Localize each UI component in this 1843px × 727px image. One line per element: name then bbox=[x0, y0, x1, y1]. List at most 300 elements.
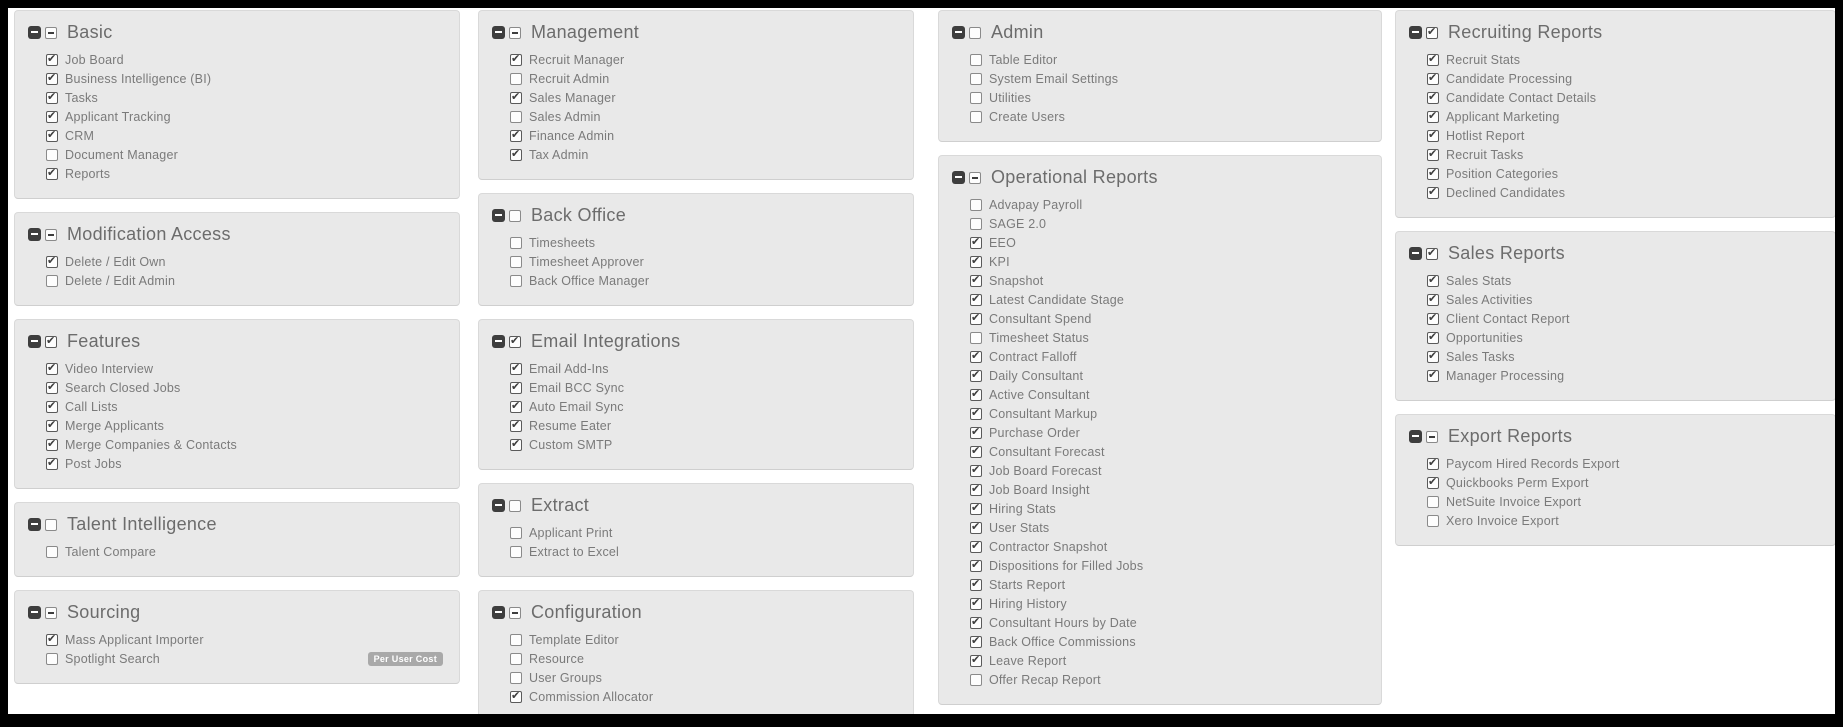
item-list bbox=[1409, 454, 1821, 530]
checkbox-row-tasks bbox=[46, 88, 445, 107]
checkbox-sales-admin[interactable] bbox=[510, 111, 522, 123]
item-list bbox=[28, 542, 445, 561]
panel-extract bbox=[478, 483, 914, 577]
checkbox-row-post-jobs bbox=[46, 454, 445, 473]
checkbox-recruit-manager[interactable] bbox=[510, 54, 522, 66]
checkbox-row-hotlist-report bbox=[1427, 126, 1821, 145]
item-list bbox=[28, 359, 445, 473]
checkbox-row-paycom-hired-records-export bbox=[1427, 454, 1821, 473]
checkbox-delete-edit-own[interactable] bbox=[46, 256, 58, 268]
checkbox-job-board[interactable] bbox=[46, 54, 58, 66]
panel-basic bbox=[14, 10, 460, 199]
checkbox-resource[interactable] bbox=[510, 653, 522, 665]
checkbox-job-board-insight[interactable] bbox=[970, 484, 982, 496]
item-label: Advapay Payroll bbox=[989, 197, 1083, 212]
item-label: Sales Stats bbox=[1446, 273, 1512, 288]
panel-header bbox=[492, 22, 899, 43]
checkbox-back-office-manager[interactable] bbox=[510, 275, 522, 287]
checkbox-row-utilities bbox=[970, 88, 1367, 107]
checkbox-back-office-commissions[interactable] bbox=[970, 636, 982, 648]
collapse-icon[interactable] bbox=[492, 26, 505, 39]
checkbox-row-hiring-stats bbox=[970, 499, 1367, 518]
checkbox-consultant-markup[interactable] bbox=[970, 408, 982, 420]
checkbox-row-sales-activities bbox=[1427, 290, 1821, 309]
panel-title: Basic bbox=[67, 22, 113, 42]
checkbox-consultant-spend[interactable] bbox=[970, 313, 982, 325]
item-label: Timesheet Approver bbox=[529, 254, 644, 269]
checkbox-job-board-forecast[interactable] bbox=[970, 465, 982, 477]
checkbox-spotlight-search[interactable] bbox=[46, 653, 58, 665]
panel-header bbox=[1409, 243, 1821, 264]
panel-header bbox=[492, 331, 899, 352]
panel-header bbox=[28, 331, 445, 352]
item-label: Manager Processing bbox=[1446, 368, 1565, 383]
item-label: Purchase Order bbox=[989, 425, 1081, 440]
checkbox-sales-stats[interactable] bbox=[1427, 275, 1439, 287]
panel-title: Recruiting Reports bbox=[1448, 22, 1603, 42]
checkbox-row-timesheets bbox=[510, 233, 899, 252]
panel-header bbox=[28, 602, 445, 623]
checkbox-table-editor[interactable] bbox=[970, 54, 982, 66]
checkbox-row-delete-edit-own bbox=[46, 252, 445, 271]
panel-header bbox=[492, 495, 899, 516]
panel-header bbox=[28, 22, 445, 43]
checkbox-contract-falloff[interactable] bbox=[970, 351, 982, 363]
panel-title: Configuration bbox=[531, 602, 642, 622]
item-label: Consultant Markup bbox=[989, 406, 1098, 421]
panel-configuration bbox=[478, 590, 914, 722]
collapse-icon[interactable] bbox=[492, 209, 505, 222]
item-label: Email BCC Sync bbox=[529, 380, 625, 395]
group-checkbox-modification-access[interactable] bbox=[45, 229, 57, 241]
group-checkbox-features[interactable] bbox=[45, 336, 57, 348]
checkbox-email-bcc-sync[interactable] bbox=[510, 382, 522, 394]
item-label: Sales Admin bbox=[529, 109, 601, 124]
checkbox-search-closed-jobs[interactable] bbox=[46, 382, 58, 394]
collapse-icon[interactable] bbox=[1409, 26, 1422, 39]
item-label: Leave Report bbox=[989, 653, 1067, 668]
checkbox-recruit-tasks[interactable] bbox=[1427, 149, 1439, 161]
checkbox-quickbooks-perm-export[interactable] bbox=[1427, 477, 1439, 489]
checkbox-sales-tasks[interactable] bbox=[1427, 351, 1439, 363]
item-label: Xero Invoice Export bbox=[1446, 513, 1559, 528]
panel-sourcing bbox=[14, 590, 460, 684]
panel-header bbox=[28, 224, 445, 245]
item-list bbox=[28, 630, 445, 668]
item-list bbox=[492, 630, 899, 706]
checkbox-row-merge-applicants bbox=[46, 416, 445, 435]
item-label: Document Manager bbox=[65, 147, 178, 162]
checkbox-post-jobs[interactable] bbox=[46, 458, 58, 470]
checkbox-active-consultant[interactable] bbox=[970, 389, 982, 401]
item-label: Finance Admin bbox=[529, 128, 615, 143]
panel-operational-reports bbox=[938, 155, 1382, 705]
checkbox-row-job-board bbox=[46, 50, 445, 69]
checkbox-row-create-users bbox=[970, 107, 1367, 126]
item-list bbox=[492, 233, 899, 290]
checkbox-row-sales-manager bbox=[510, 88, 899, 107]
item-label: Consultant Hours by Date bbox=[989, 615, 1137, 630]
checkbox-row-contract-falloff bbox=[970, 347, 1367, 366]
panel-header bbox=[952, 167, 1367, 188]
checkbox-email-add-ins[interactable] bbox=[510, 363, 522, 375]
item-label: Declined Candidates bbox=[1446, 185, 1566, 200]
checkbox-reports[interactable] bbox=[46, 168, 58, 180]
collapse-icon[interactable] bbox=[492, 606, 505, 619]
checkbox-row-snapshot bbox=[970, 271, 1367, 290]
checkbox-dispositions-for-filled-jobs[interactable] bbox=[970, 560, 982, 572]
group-checkbox-recruiting-reports[interactable] bbox=[1426, 27, 1438, 39]
checkbox-row-quickbooks-perm-export bbox=[1427, 473, 1821, 492]
item-label: Consultant Spend bbox=[989, 311, 1092, 326]
checkbox-daily-consultant[interactable] bbox=[970, 370, 982, 382]
checkbox-document-manager[interactable] bbox=[46, 149, 58, 161]
checkbox-consultant-hours-by-date[interactable] bbox=[970, 617, 982, 629]
checkbox-row-applicant-tracking bbox=[46, 107, 445, 126]
item-list bbox=[492, 523, 899, 561]
checkbox-row-user-stats bbox=[970, 518, 1367, 537]
checkbox-row-video-interview bbox=[46, 359, 445, 378]
group-checkbox-back-office[interactable] bbox=[509, 210, 521, 222]
item-label: NetSuite Invoice Export bbox=[1446, 494, 1582, 509]
item-label: Search Closed Jobs bbox=[65, 380, 181, 395]
item-label: Delete / Edit Own bbox=[65, 254, 166, 269]
checkbox-paycom-hired-records-export[interactable] bbox=[1427, 458, 1439, 470]
checkbox-advapay-payroll[interactable] bbox=[970, 199, 982, 211]
checkbox-row-offer-recap-report bbox=[970, 670, 1367, 689]
checkbox-consultant-forecast[interactable] bbox=[970, 446, 982, 458]
panel-title: Admin bbox=[991, 22, 1044, 42]
checkbox-row-sage-2-0 bbox=[970, 214, 1367, 233]
collapse-icon[interactable] bbox=[1409, 430, 1422, 443]
checkbox-row-timesheet-status bbox=[970, 328, 1367, 347]
item-label: Hiring History bbox=[989, 596, 1067, 611]
checkbox-row-mass-applicant-importer bbox=[46, 630, 445, 649]
item-label: Opportunities bbox=[1446, 330, 1523, 345]
checkbox-row-job-board-insight bbox=[970, 480, 1367, 499]
item-label: Call Lists bbox=[65, 399, 118, 414]
panel-title: Talent Intelligence bbox=[67, 514, 217, 534]
checkbox-row-active-consultant bbox=[970, 385, 1367, 404]
group-checkbox-management[interactable] bbox=[509, 27, 521, 39]
panel-title: Sourcing bbox=[67, 602, 141, 622]
checkbox-eeo[interactable] bbox=[970, 237, 982, 249]
panel-header bbox=[1409, 22, 1821, 43]
item-label: Hotlist Report bbox=[1446, 128, 1525, 143]
checkbox-merge-applicants[interactable] bbox=[46, 420, 58, 432]
checkbox-recruit-admin[interactable] bbox=[510, 73, 522, 85]
checkbox-row-sales-stats bbox=[1427, 271, 1821, 290]
checkbox-merge-companies-contacts[interactable] bbox=[46, 439, 58, 451]
collapse-icon[interactable] bbox=[492, 335, 505, 348]
checkbox-sage-2-0[interactable] bbox=[970, 218, 982, 230]
item-label: Candidate Processing bbox=[1446, 71, 1573, 86]
checkbox-row-kpi bbox=[970, 252, 1367, 271]
checkbox-kpi[interactable] bbox=[970, 256, 982, 268]
item-list bbox=[952, 50, 1367, 126]
column-3 bbox=[938, 10, 1382, 718]
item-label: Email Add-Ins bbox=[529, 361, 609, 376]
checkbox-extract-to-excel[interactable] bbox=[510, 546, 522, 558]
checkbox-finance-admin[interactable] bbox=[510, 130, 522, 142]
panel-header bbox=[1409, 426, 1821, 447]
checkbox-tax-admin[interactable] bbox=[510, 149, 522, 161]
checkbox-candidate-processing[interactable] bbox=[1427, 73, 1439, 85]
checkbox-manager-processing[interactable] bbox=[1427, 370, 1439, 382]
checkbox-video-interview[interactable] bbox=[46, 363, 58, 375]
item-label: Applicant Print bbox=[529, 525, 613, 540]
item-label: Reports bbox=[65, 166, 111, 181]
item-label: Latest Candidate Stage bbox=[989, 292, 1125, 307]
checkbox-custom-smtp[interactable] bbox=[510, 439, 522, 451]
checkbox-candidate-contact-details[interactable] bbox=[1427, 92, 1439, 104]
checkbox-delete-edit-admin[interactable] bbox=[46, 275, 58, 287]
checkbox-row-delete-edit-admin bbox=[46, 271, 445, 290]
collapse-icon[interactable] bbox=[28, 606, 41, 619]
item-list bbox=[952, 195, 1367, 689]
panel-title: Extract bbox=[531, 495, 590, 515]
checkbox-timesheet-approver[interactable] bbox=[510, 256, 522, 268]
item-label: CRM bbox=[65, 128, 95, 143]
item-label: Applicant Tracking bbox=[65, 109, 171, 124]
checkbox-row-merge-companies-contacts bbox=[46, 435, 445, 454]
item-label: Post Jobs bbox=[65, 456, 122, 471]
checkbox-row-opportunities bbox=[1427, 328, 1821, 347]
checkbox-row-declined-candidates bbox=[1427, 183, 1821, 202]
checkbox-row-table-editor bbox=[970, 50, 1367, 69]
item-list bbox=[28, 252, 445, 290]
item-list bbox=[492, 359, 899, 454]
checkbox-row-back-office-manager bbox=[510, 271, 899, 290]
checkbox-commission-allocator[interactable] bbox=[510, 691, 522, 703]
checkbox-row-user-groups bbox=[510, 668, 899, 687]
item-label: Recruit Admin bbox=[529, 71, 610, 86]
checkbox-applicant-print[interactable] bbox=[510, 527, 522, 539]
checkbox-row-commission-allocator bbox=[510, 687, 899, 706]
item-label: Mass Applicant Importer bbox=[65, 632, 204, 647]
panel-title: Sales Reports bbox=[1448, 243, 1565, 263]
checkbox-opportunities[interactable] bbox=[1427, 332, 1439, 344]
group-checkbox-sourcing[interactable] bbox=[45, 607, 57, 619]
panel-header bbox=[952, 22, 1367, 43]
checkbox-row-search-closed-jobs bbox=[46, 378, 445, 397]
checkbox-applicant-tracking[interactable] bbox=[46, 111, 58, 123]
collapse-icon[interactable] bbox=[28, 335, 41, 348]
item-label: Timesheet Status bbox=[989, 330, 1090, 345]
checkbox-tasks[interactable] bbox=[46, 92, 58, 104]
collapse-icon[interactable] bbox=[28, 26, 41, 39]
checkbox-sales-activities[interactable] bbox=[1427, 294, 1439, 306]
group-checkbox-operational-reports[interactable] bbox=[969, 172, 981, 184]
checkbox-row-manager-processing bbox=[1427, 366, 1821, 385]
group-checkbox-admin[interactable] bbox=[969, 27, 981, 39]
checkbox-resume-eater[interactable] bbox=[510, 420, 522, 432]
item-label: Timesheets bbox=[529, 235, 596, 250]
collapse-icon[interactable] bbox=[1409, 247, 1422, 260]
checkbox-row-contractor-snapshot bbox=[970, 537, 1367, 556]
item-label: Video Interview bbox=[65, 361, 154, 376]
item-label: User Stats bbox=[989, 520, 1050, 535]
group-checkbox-export-reports[interactable] bbox=[1426, 431, 1438, 443]
panel-talent-intelligence bbox=[14, 502, 460, 577]
checkbox-client-contact-report[interactable] bbox=[1427, 313, 1439, 325]
checkbox-row-candidate-processing bbox=[1427, 69, 1821, 88]
checkbox-row-email-add-ins bbox=[510, 359, 899, 378]
checkbox-row-starts-report bbox=[970, 575, 1367, 594]
panel-sales-reports bbox=[1395, 231, 1836, 401]
panel-modification-access bbox=[14, 212, 460, 306]
item-label: Tasks bbox=[65, 90, 98, 105]
panel-admin bbox=[938, 10, 1382, 142]
checkbox-timesheet-status[interactable] bbox=[970, 332, 982, 344]
item-label: Utilities bbox=[989, 90, 1032, 105]
checkbox-row-document-manager bbox=[46, 145, 445, 164]
item-label: Snapshot bbox=[989, 273, 1044, 288]
collapse-icon[interactable] bbox=[28, 228, 41, 241]
checkbox-row-advapay-payroll bbox=[970, 195, 1367, 214]
item-label: Contract Falloff bbox=[989, 349, 1077, 364]
checkbox-row-client-contact-report bbox=[1427, 309, 1821, 328]
checkbox-row-dispositions-for-filled-jobs bbox=[970, 556, 1367, 575]
collapse-icon[interactable] bbox=[28, 518, 41, 531]
checkbox-row-finance-admin bbox=[510, 126, 899, 145]
checkbox-purchase-order[interactable] bbox=[970, 427, 982, 439]
checkbox-row-auto-email-sync bbox=[510, 397, 899, 416]
checkbox-row-back-office-commissions bbox=[970, 632, 1367, 651]
checkbox-offer-recap-report[interactable] bbox=[970, 674, 982, 686]
item-label: Job Board bbox=[65, 52, 124, 67]
item-label: Custom SMTP bbox=[529, 437, 613, 452]
checkbox-row-recruit-manager bbox=[510, 50, 899, 69]
checkbox-snapshot[interactable] bbox=[970, 275, 982, 287]
checkbox-user-stats[interactable] bbox=[970, 522, 982, 534]
checkbox-row-hiring-history bbox=[970, 594, 1367, 613]
checkbox-row-consultant-forecast bbox=[970, 442, 1367, 461]
checkbox-leave-report[interactable] bbox=[970, 655, 982, 667]
checkbox-row-call-lists bbox=[46, 397, 445, 416]
checkbox-row-extract-to-excel bbox=[510, 542, 899, 561]
checkbox-row-leave-report bbox=[970, 651, 1367, 670]
checkbox-declined-candidates[interactable] bbox=[1427, 187, 1439, 199]
checkbox-hotlist-report[interactable] bbox=[1427, 130, 1439, 142]
checkbox-row-latest-candidate-stage bbox=[970, 290, 1367, 309]
checkbox-timesheets[interactable] bbox=[510, 237, 522, 249]
item-label: Paycom Hired Records Export bbox=[1446, 456, 1620, 471]
panel-title: Export Reports bbox=[1448, 426, 1573, 446]
checkbox-row-tax-admin bbox=[510, 145, 899, 164]
item-list bbox=[28, 50, 445, 183]
checkbox-business-intelligence-bi[interactable] bbox=[46, 73, 58, 85]
checkbox-contractor-snapshot[interactable] bbox=[970, 541, 982, 553]
item-label: Back Office Commissions bbox=[989, 634, 1136, 649]
group-checkbox-extract[interactable] bbox=[509, 500, 521, 512]
item-label: Candidate Contact Details bbox=[1446, 90, 1597, 105]
checkbox-user-groups[interactable] bbox=[510, 672, 522, 684]
panel-title: Modification Access bbox=[67, 224, 231, 244]
checkbox-sales-manager[interactable] bbox=[510, 92, 522, 104]
item-list bbox=[492, 50, 899, 164]
panel-back-office bbox=[478, 193, 914, 306]
item-label: Back Office Manager bbox=[529, 273, 650, 288]
checkbox-row-sales-tasks bbox=[1427, 347, 1821, 366]
checkbox-row-template-editor bbox=[510, 630, 899, 649]
checkbox-row-daily-consultant bbox=[970, 366, 1367, 385]
checkbox-netsuite-invoice-export[interactable] bbox=[1427, 496, 1439, 508]
checkbox-talent-compare[interactable] bbox=[46, 546, 58, 558]
group-checkbox-email-integrations[interactable] bbox=[509, 336, 521, 348]
column-1 bbox=[14, 10, 460, 697]
checkbox-auto-email-sync[interactable] bbox=[510, 401, 522, 413]
item-label: Recruit Manager bbox=[529, 52, 625, 67]
group-checkbox-basic[interactable] bbox=[45, 27, 57, 39]
item-label: Sales Tasks bbox=[1446, 349, 1515, 364]
checkbox-latest-candidate-stage[interactable] bbox=[970, 294, 982, 306]
checkbox-hiring-history[interactable] bbox=[970, 598, 982, 610]
checkbox-system-email-settings[interactable] bbox=[970, 73, 982, 85]
item-label: Commission Allocator bbox=[529, 689, 654, 704]
checkbox-row-recruit-admin bbox=[510, 69, 899, 88]
panel-title: Operational Reports bbox=[991, 167, 1158, 187]
item-label: Hiring Stats bbox=[989, 501, 1057, 516]
checkbox-row-eeo bbox=[970, 233, 1367, 252]
group-checkbox-sales-reports[interactable] bbox=[1426, 248, 1438, 260]
panel-recruiting-reports bbox=[1395, 10, 1836, 218]
checkbox-row-resume-eater bbox=[510, 416, 899, 435]
item-label: Create Users bbox=[989, 109, 1066, 124]
checkbox-starts-report[interactable] bbox=[970, 579, 982, 591]
panel-management bbox=[478, 10, 914, 180]
checkbox-xero-invoice-export[interactable] bbox=[1427, 515, 1439, 527]
item-label: Position Categories bbox=[1446, 166, 1559, 181]
item-label: Resource bbox=[529, 651, 585, 666]
item-label: Contractor Snapshot bbox=[989, 539, 1108, 554]
panel-header bbox=[492, 602, 899, 623]
item-label: Sales Activities bbox=[1446, 292, 1533, 307]
checkbox-template-editor[interactable] bbox=[510, 634, 522, 646]
checkbox-hiring-stats[interactable] bbox=[970, 503, 982, 515]
item-label: Applicant Marketing bbox=[1446, 109, 1560, 124]
panel-title: Email Integrations bbox=[531, 331, 681, 351]
item-label: Auto Email Sync bbox=[529, 399, 624, 414]
checkbox-row-consultant-hours-by-date bbox=[970, 613, 1367, 632]
item-label: System Email Settings bbox=[989, 71, 1119, 86]
collapse-icon[interactable] bbox=[492, 499, 505, 512]
item-label: Client Contact Report bbox=[1446, 311, 1570, 326]
checkbox-utilities[interactable] bbox=[970, 92, 982, 104]
collapse-icon[interactable] bbox=[952, 26, 965, 39]
item-label: User Groups bbox=[529, 670, 603, 685]
checkbox-row-consultant-markup bbox=[970, 404, 1367, 423]
panel-title: Back Office bbox=[531, 205, 627, 225]
collapse-icon[interactable] bbox=[952, 171, 965, 184]
checkbox-position-categories[interactable] bbox=[1427, 168, 1439, 180]
item-label: Merge Applicants bbox=[65, 418, 165, 433]
checkbox-recruit-stats[interactable] bbox=[1427, 54, 1439, 66]
checkbox-applicant-marketing[interactable] bbox=[1427, 111, 1439, 123]
panel-header bbox=[28, 514, 445, 535]
checkbox-crm[interactable] bbox=[46, 130, 58, 142]
item-label: SAGE 2.0 bbox=[989, 216, 1047, 231]
checkbox-row-job-board-forecast bbox=[970, 461, 1367, 480]
panel-email-integrations bbox=[478, 319, 914, 470]
checkbox-mass-applicant-importer[interactable] bbox=[46, 634, 58, 646]
checkbox-row-candidate-contact-details bbox=[1427, 88, 1821, 107]
group-checkbox-configuration[interactable] bbox=[509, 607, 521, 619]
group-checkbox-talent-intelligence[interactable] bbox=[45, 519, 57, 531]
item-label: Starts Report bbox=[989, 577, 1066, 592]
checkbox-create-users[interactable] bbox=[970, 111, 982, 123]
checkbox-call-lists[interactable] bbox=[46, 401, 58, 413]
